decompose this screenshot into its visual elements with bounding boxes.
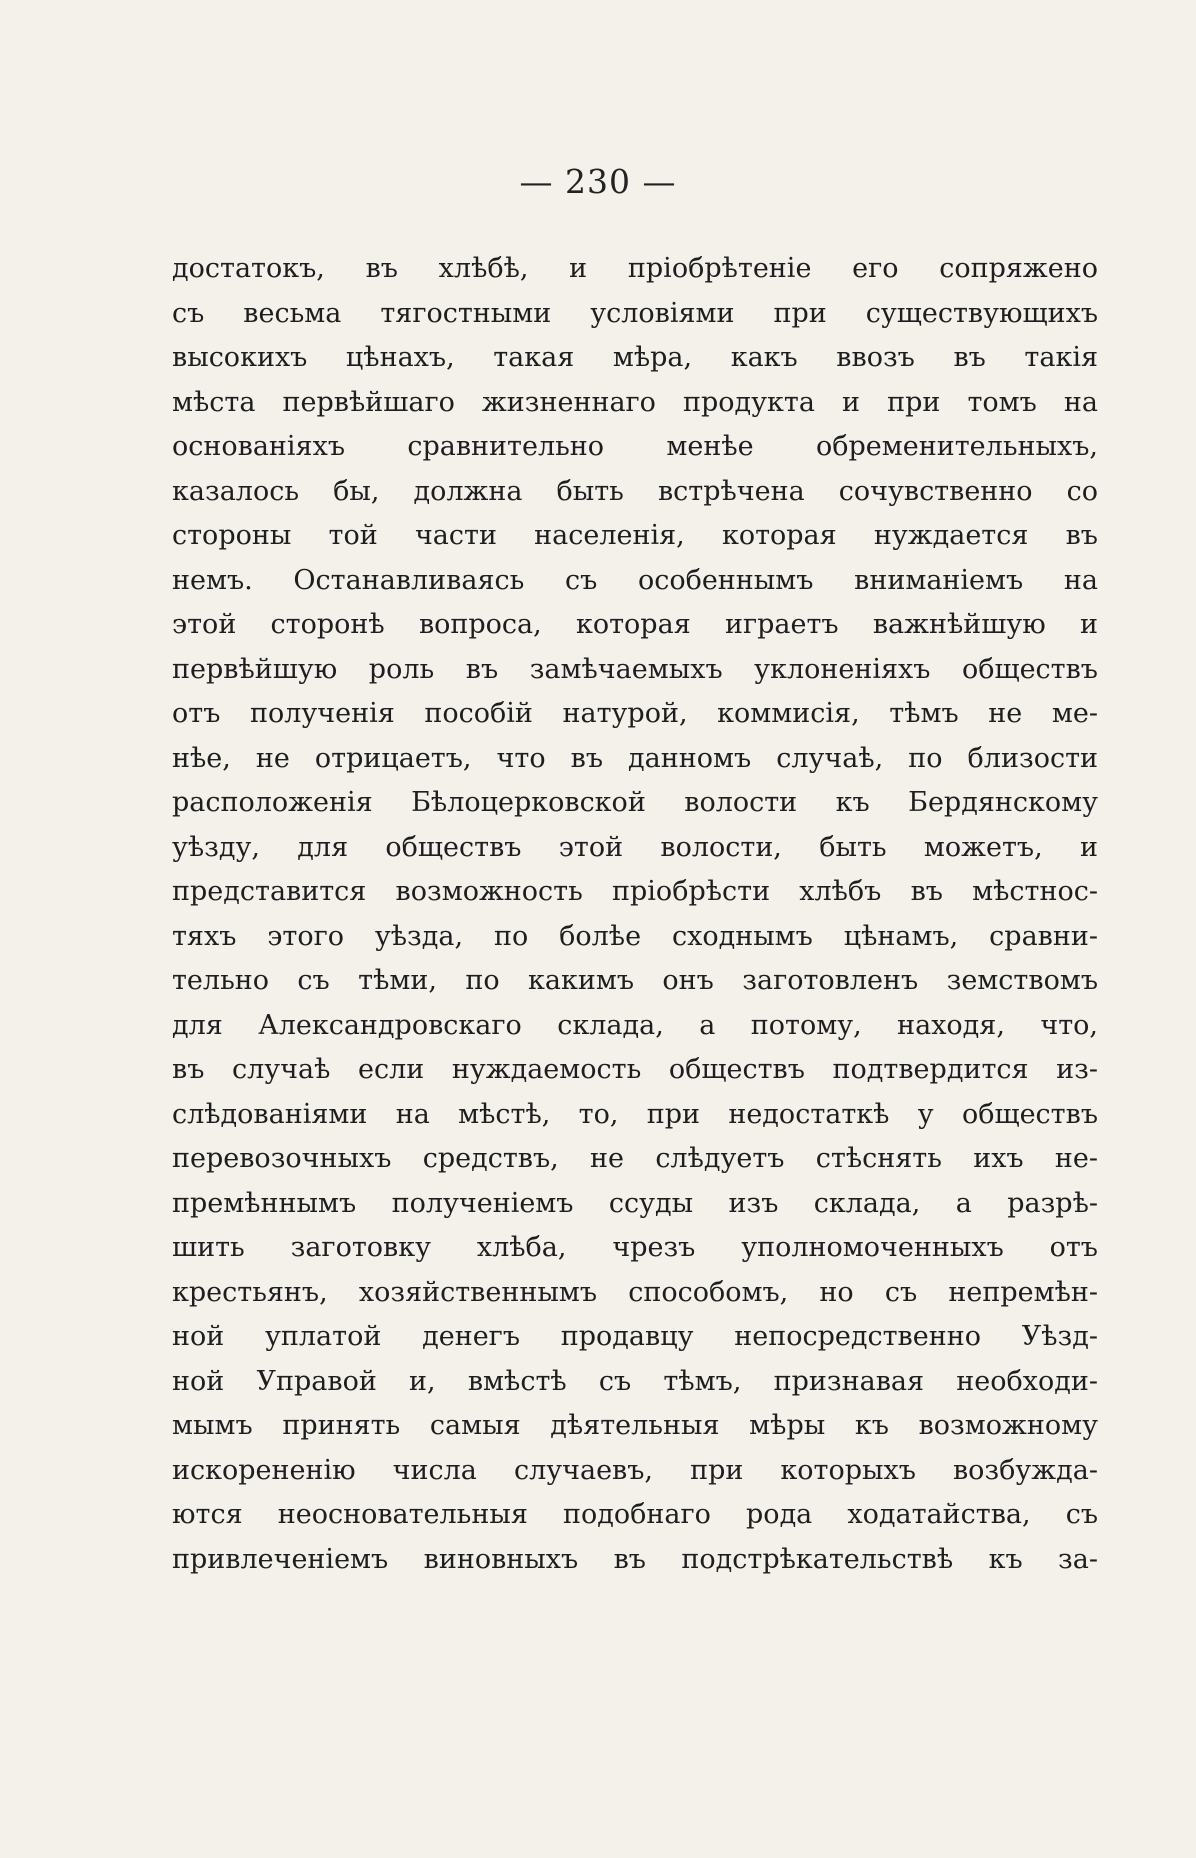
text-line: ной Управой и, вмѣстѣ съ тѣмъ, признавая необходи- [172,1365,1098,1397]
text-line: высокихъ цѣнахъ, такая мѣра, какъ ввозъ въ такія [172,342,1098,373]
text-line: нѣе, не отрицаетъ, что въ данномъ случаѣ, по близости [172,742,1098,774]
text-line: первѣйшую роль въ замѣчаемыхъ уклоненіяхъ обществъ [172,653,1098,685]
text-line: тяхъ этого уѣзда, по болѣе сходнымъ цѣнамъ, сравни- [172,920,1098,952]
text-line: шить заготовку хлѣба, чрезъ уполномоченныхъ отъ [172,1232,1098,1263]
text-line: расположенія Бѣлоцерковской волости къ Бердянскому [172,787,1098,818]
text-line: представится возможность пріобрѣсти хлѣбъ въ мѣстнос- [172,876,1098,907]
text-line: искорененію числа случаевъ, при которыхъ возбужда- [172,1454,1098,1486]
text-line: съ весьма тягостными условіями при существующихъ [172,297,1098,329]
text-line: достатокъ, въ хлѣбѣ, и пріобрѣтеніе его сопряжено [172,253,1098,284]
text-line: ются неосновательныя подобнаго рода ходатайства, съ [172,1499,1098,1530]
text-line: мѣста первѣйшаго жизненнаго продукта и при томъ на [172,386,1098,418]
text-line: ной уплатой денегъ продавцу непосредственно Уѣзд- [172,1321,1098,1352]
text-line: уѣзду, для обществъ этой волости, быть можетъ, и [172,831,1098,863]
text-line: мымъ принять самыя дѣятельныя мѣры къ возможному [172,1410,1098,1441]
text-line: для Александровскаго склада, а потому, находя, что, [172,1009,1098,1041]
text-line: въ случаѣ если нуждаемость обществъ подтвердится из- [172,1054,1098,1085]
text-line: перевозочныхъ средствъ, не слѣдуетъ стѣснять ихъ не- [172,1143,1098,1174]
text-line: немъ. Останавливаясь съ особеннымъ вниманіемъ на [172,564,1098,596]
body-text [172,247,1098,1582]
text-line: этой сторонѣ вопроса, которая играетъ важнѣйшую и [172,609,1098,640]
text-line: стороны той части населенія, которая нуждается въ [172,520,1098,551]
text-line: премѣннымъ полученіемъ ссуды изъ склада, а разрѣ- [172,1187,1098,1219]
text-line: привлеченіемъ виновныхъ въ подстрѣкательствѣ къ за- [172,1543,1098,1575]
text-line: крестьянъ, хозяйственнымъ способомъ, но съ непремѣн- [172,1276,1098,1308]
text-line: казалось бы, должна быть встрѣчена сочувственно со [172,475,1098,507]
page-number: — 230 — [519,162,677,201]
text-line: отъ полученія пособій натурой, коммисія, тѣмъ не ме- [172,698,1098,729]
text-line: слѣдованіями на мѣстѣ, то, при недостаткѣ у обществъ [172,1098,1098,1130]
text-line: основаніяхъ сравнительно менѣе обременительныхъ, [172,431,1098,462]
text-line: тельно съ тѣми, по какимъ онъ заготовленъ земствомъ [172,965,1098,996]
